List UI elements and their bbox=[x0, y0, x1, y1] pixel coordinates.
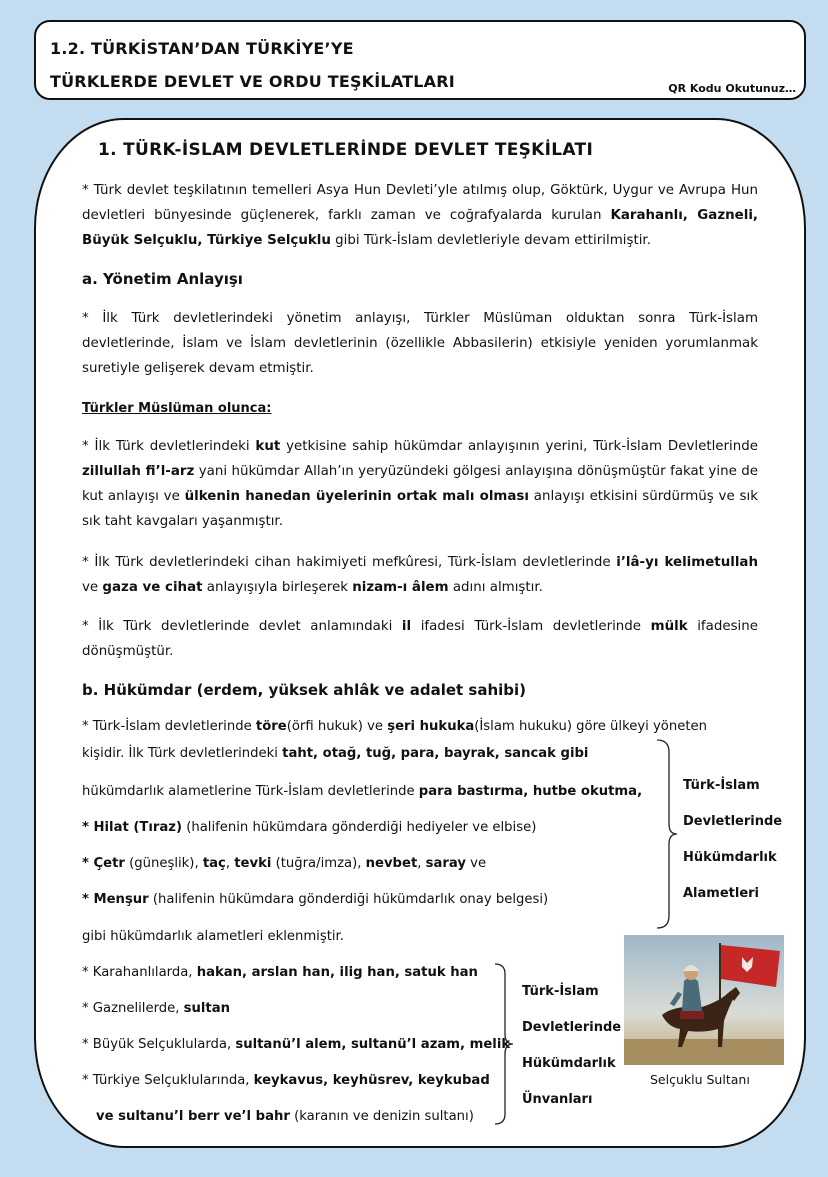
hukumdar-line-5: * Çetr (güneşlik), taç, tevki (tuğra/imza), nevbet, saray ve bbox=[82, 856, 487, 871]
hukumdar-line-4: * Hilat (Tıraz) (halifenin hükümdara gönderdiği hediyeler ve elbise) bbox=[82, 820, 537, 835]
alametler-brace bbox=[655, 738, 679, 930]
unvan-line-3: * Büyük Selçuklularda, sultanü’l alem, sultanü’l azam, melik bbox=[82, 1037, 511, 1052]
unvan-line-4: * Türkiye Selçuklularında, keykavus, keyhüsrev, keykubad bbox=[82, 1073, 490, 1088]
unvanlar-brace bbox=[493, 962, 515, 1126]
header-title-line2: TÜRKLERDE DEVLET VE ORDU TEŞKİLATLARI bbox=[50, 72, 455, 91]
hukumdar-line-1: * Türk-İslam devletlerinde töre(örfi hukuk) ve şeri hukuka(İslam hukuku) göre ülkeyi yöneten bbox=[82, 719, 707, 734]
yonetim-paragraph-3: * İlk Türk devletlerindeki cihan hakimiyeti mefkûresi, Türk-İslam devletlerinde i’lâ-yı kelimetullah ve gaza ve cihat anlayışıyla birleşerek nizam-ı âlem adını almıştır. bbox=[82, 555, 758, 595]
hukumdar-line-3: hükümdarlık alametlerine Türk-İslam devletlerinde para bastırma, hutbe okutma, bbox=[82, 784, 643, 799]
hukumdar-line-7: gibi hükümdarlık alametleri eklenmiştir. bbox=[82, 929, 344, 944]
qr-note: QR Kodu Okutunuz… bbox=[668, 82, 796, 95]
yonetim-paragraph-4: * İlk Türk devletlerinde devlet anlamındaki il ifadesi Türk-İslam devletlerinde mülk ifadesine dönüşmüştür. bbox=[82, 619, 758, 659]
unvan-line-5: ve sultanu’l berr ve’l bahr (karanın ve denizin sultanı) bbox=[96, 1109, 474, 1124]
alametler-label: Türk-İslam Devletlerinde Hükümdarlık Alametleri bbox=[683, 778, 783, 901]
hukumdar-line-2: kişidir. İlk Türk devletlerindeki taht, otağ, tuğ, para, bayrak, sancak gibi bbox=[82, 746, 589, 761]
section-heading: 1. TÜRK-İSLAM DEVLETLERİNDE DEVLET TEŞKİLATI bbox=[98, 140, 594, 160]
yonetim-subheading: Türkler Müslüman olunca: bbox=[82, 401, 272, 416]
seljuk-sultan-image bbox=[624, 935, 784, 1065]
yonetim-paragraph-1: * İlk Türk devletlerindeki yönetim anlayışı, Türkler Müslüman olduktan sonra Türk-İslam devletlerinde, İslam ve İslam devletlerinin (özellikle Abbasilerin) etkisiyle yeniden yorumlanmak suretiyle gelişerek devam etmiştir. bbox=[82, 311, 758, 376]
hukumdar-line-6: * Menşur (halifenin hükümdara gönderdiği hükümdarlık onay belgesi) bbox=[82, 892, 549, 907]
yonetim-heading: a. Yönetim Anlayışı bbox=[82, 270, 243, 288]
header-box bbox=[34, 20, 806, 100]
header-title-line1: 1.2. TÜRKİSTAN’DAN TÜRKİYE’YE bbox=[50, 39, 354, 58]
unvan-line-1: * Karahanlılarda, hakan, arslan han, ilig han, satuk han bbox=[82, 965, 478, 980]
unvan-line-2: * Gaznelilerde, sultan bbox=[82, 1001, 231, 1016]
image-caption: Selçuklu Sultanı bbox=[650, 1072, 750, 1087]
intro-paragraph: * Türk devlet teşkilatının temelleri Asya Hun Devleti’yle atılmış olup, Göktürk, Uygur ve Avrupa Hun devletleri bünyesinde güçlenerek, farklı zaman ve coğrafyalarda kurulan Karahanlı, Gazneli, Büyük Selçuklu, Türkiye Selçuklu gibi Türk-İslam devletleriyle devam ettirilmiştir. bbox=[82, 183, 758, 248]
unvanlar-label: Türk-İslam Devletlerinde Hükümdarlık Ünvanları bbox=[522, 984, 622, 1107]
hukumdar-heading: b. Hükümdar (erdem, yüksek ahlâk ve adalet sahibi) bbox=[82, 681, 527, 699]
yonetim-paragraph-2: * İlk Türk devletlerindeki kut yetkisine sahip hükümdar anlayışının yerini, Türk-İslam Devletlerinde zillullah fi’l-arz yani hükümdar Allah’ın yeryüzündeki gölgesi anlayışına dönüşmüştür fakat yine de kut anlayışı ve ülkenin hanedan üyelerinin ortak malı olması anlayışı etkisini sürdürmüş ve sık sık taht kavgaları yaşanmıştır. bbox=[82, 439, 758, 529]
